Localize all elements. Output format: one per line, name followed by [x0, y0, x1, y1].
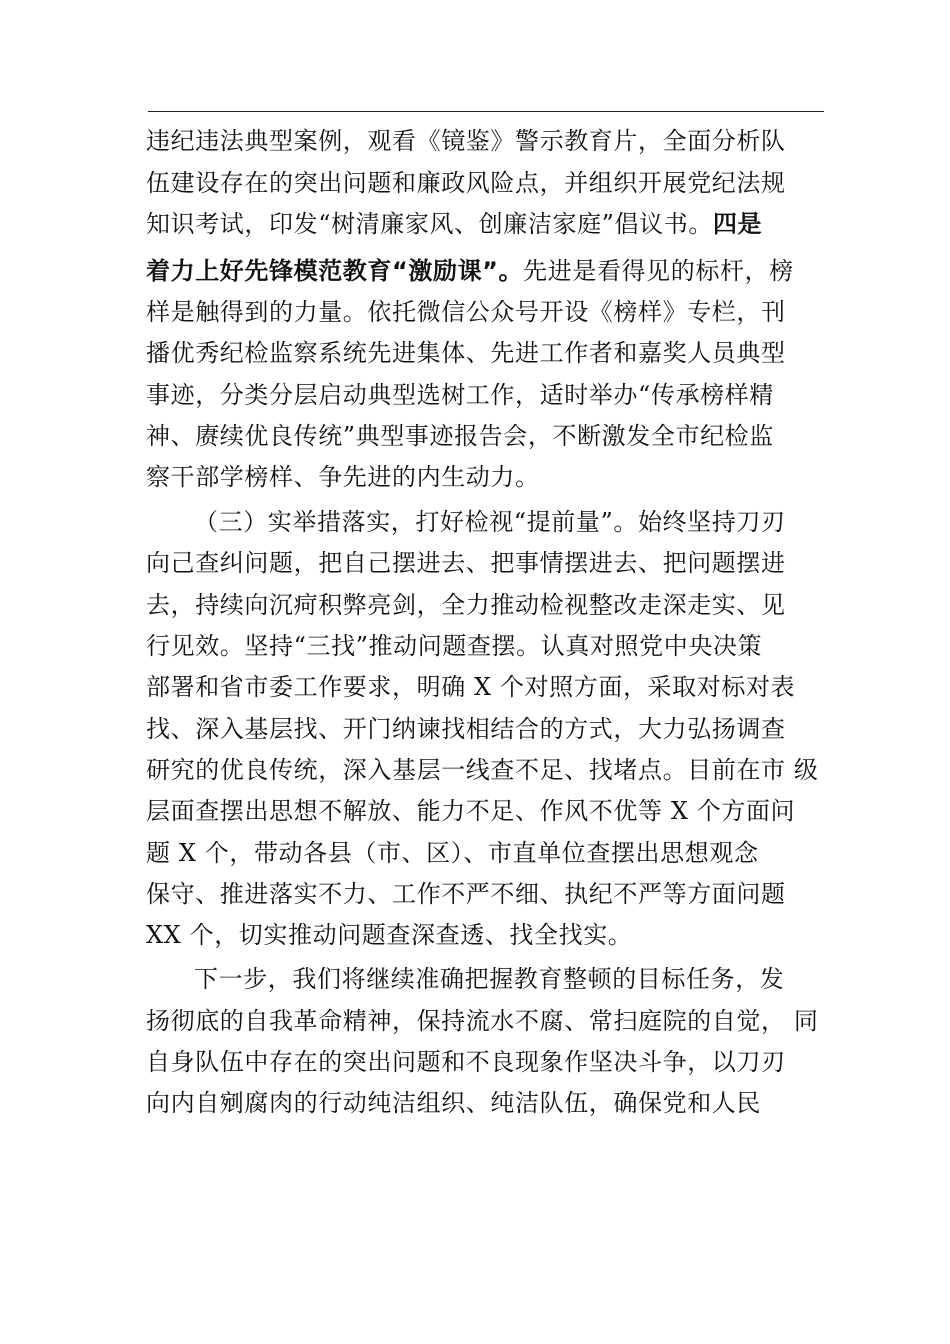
bold-heading: 着力上好先锋模范教育“激励课”。: [146, 257, 524, 285]
text-line: 着力上好先锋模范教育“激励课”。先进是看得见的标杆，榜: [146, 257, 794, 285]
text-line: 层面查摆出思想不解放、能力不足、作风不优等 X 个方面问: [146, 797, 796, 825]
text-line: 去，持续向沉疴积弊亮剑，全力推动检视整改走深走实、见: [146, 591, 786, 619]
text-line: 部署和省市委工作要求，明确 X 个对照方面，采取对标对表: [146, 673, 796, 701]
text-line: 保守、推进落实不力、工作不严不细、执纪不严等方面问题: [146, 880, 786, 908]
bold-heading: 四是: [712, 210, 763, 238]
section-heading-line: （三）实举措落实，打好检视“提前量”。始终坚持刀刃: [194, 508, 786, 536]
text-line: 伍建设存在的突出问题和廉政风险点，并组织开展党纪法规: [146, 169, 786, 197]
text-line: XX 个，切实推动问题查深查透、找全找实。: [146, 921, 633, 949]
text-line: 研究的优良传统，深入基层一线查不足、找堵点。目前在市 级: [146, 756, 819, 784]
text-line: 知识考试，印发“树清廉家风、创廉洁家庭”倡议书。四是: [146, 210, 763, 238]
text-line: 找、深入基层找、开门纳谏找相结合的方式，大力弘扬调查: [146, 715, 786, 743]
text-line: 样是触得到的力量。依托微信公众号开设《榜样》专栏，刊: [146, 298, 786, 326]
text-line: 播优秀纪检监察系统先进集体、先进工作者和嘉奖人员典型: [146, 339, 786, 367]
text-line: 事迹，分类分层启动典型选树工作，适时举办“传承榜样精: [146, 381, 774, 409]
text-line: 行见效。坚持“三找”推动问题查摆。认真对照党中央决策: [146, 632, 763, 660]
text-line: 向己查纠问题，把自己摆进去、把事情摆进去、把问题摆进: [146, 549, 786, 577]
text-line: 违纪违法典型案例，观看《镜鉴》警示教育片，全面分析队: [146, 127, 786, 155]
text-line: 向内自剜腐肉的行动纯洁组织、纯洁队伍，确保党和人民: [146, 1089, 761, 1117]
text-line: 扬彻底的自我革命精神，保持流水不腐、常扫庭院的自觉， 同: [146, 1007, 819, 1035]
text-line: 自身队伍中存在的突出问题和不良现象作坚决斗争，以刀刃: [146, 1048, 786, 1076]
header-rule: [148, 111, 824, 112]
text-line: 神、赓续优良传统”典型事迹报告会，不断激发全市纪检监: [146, 422, 774, 450]
text-line: 察干部学榜样、争先进的内生动力。: [146, 463, 540, 491]
paragraph-start-line: 下一步，我们将继续准确把握教育整顿的目标任务，发: [194, 965, 785, 993]
text-line: 题 X 个，带动各县（市、区）、市直单位查摆出思想观念: [146, 839, 759, 867]
